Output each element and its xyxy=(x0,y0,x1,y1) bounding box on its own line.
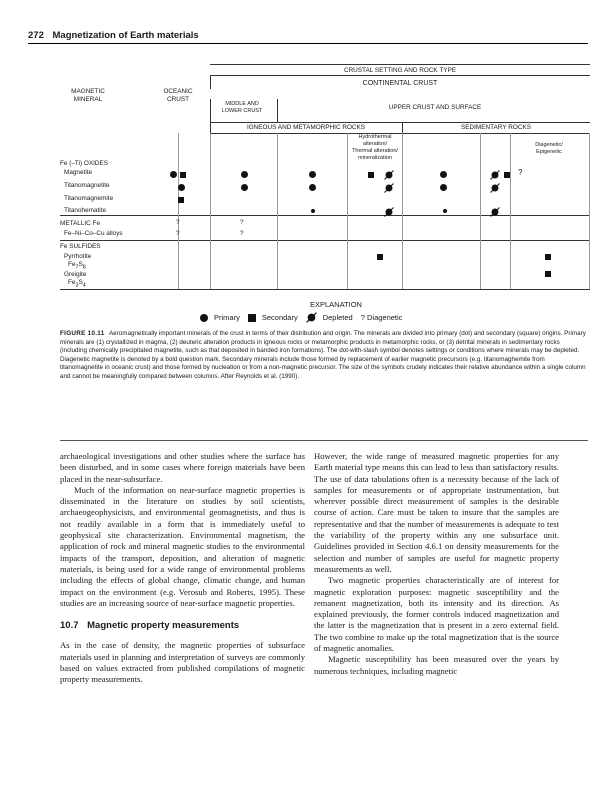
depleted-symbol xyxy=(490,170,500,180)
group-label-metallic: METALLIC Fe xyxy=(60,220,101,227)
rule xyxy=(210,133,590,134)
column-divider xyxy=(480,133,481,289)
table-bottom-rule xyxy=(60,289,590,290)
paragraph: Two magnetic properties characteristically are of interest for magnetic exploration purposes: magnetic susceptibility and the remanent magnetization, both its intensity and its direction. As explained previously, the former controls induced magnetization and the latter is the magnetization that is present in a zero external field. The two combine to make up the total magnetization that is the source of magnetic anomalies. xyxy=(314,575,559,654)
secondary-square xyxy=(180,172,186,178)
section-title: Magnetic property measurements xyxy=(87,620,240,632)
secondary-square xyxy=(504,172,510,178)
legend-row xyxy=(200,312,406,323)
section-number: 10.7 xyxy=(60,620,79,632)
middle-lower-crust-heading: MIDDLE AND xyxy=(225,101,259,107)
primary-dot xyxy=(440,171,447,178)
rule xyxy=(210,122,590,123)
column-divider xyxy=(210,133,211,289)
primary-dot xyxy=(241,184,248,191)
primary-dot xyxy=(440,184,447,191)
figure-label: FIGURE 10.11 xyxy=(60,330,105,337)
legend-secondary: Secondary xyxy=(261,313,298,322)
uncertain-mark: ? xyxy=(176,219,180,226)
paragraph: Magnetic susceptibility has been measured over the years by numerous techniques, including magnetic xyxy=(314,654,559,676)
crustal-setting-heading: CRUSTAL SETTING AND ROCK TYPE xyxy=(343,67,457,74)
primary-dot xyxy=(443,209,447,213)
rule xyxy=(210,75,211,89)
upper-crust-heading: UPPER CRUST AND SURFACE xyxy=(388,104,482,111)
secondary-square xyxy=(545,271,551,277)
rule xyxy=(277,99,278,122)
middle-lower-crust-heading: LOWER CRUST xyxy=(221,108,263,114)
depleted-symbol xyxy=(384,183,394,193)
sedimentary-heading: SEDIMENTARY ROCKS xyxy=(461,124,531,131)
igneous-metamorphic-heading: IGNEOUS AND METAMORPHIC ROCKS xyxy=(246,124,366,131)
mineral-label: Greigite xyxy=(64,271,87,278)
figure-table xyxy=(60,64,590,289)
paragraph: As in the case of density, the magnetic properties of subsurface materials used in planning and interpretation of surveys are commonly based on values extracted from published compilations of magnetic property measurements. xyxy=(60,640,305,685)
column-divider xyxy=(178,133,179,289)
rule xyxy=(402,122,403,133)
running-head xyxy=(28,30,199,41)
primary-dot xyxy=(309,184,316,191)
section-heading xyxy=(60,620,305,631)
uncertain-mark: ? xyxy=(176,230,180,237)
depleted-symbol xyxy=(384,207,394,217)
continental-crust-heading: CONTINENTAL CRUST xyxy=(362,80,438,87)
mineral-label: Titanomagnemite xyxy=(64,195,114,202)
secondary-square xyxy=(377,254,383,260)
right-column xyxy=(314,451,559,677)
primary-dot xyxy=(241,171,248,178)
diagenetic-heading: Epigenetic xyxy=(536,149,562,155)
caption-rule xyxy=(60,440,588,441)
column-divider xyxy=(589,133,590,289)
primary-dot xyxy=(170,171,177,178)
hydrothermal-heading: Hydrothermal xyxy=(358,134,392,140)
legend-diagenetic: ? Diagenetic xyxy=(360,313,403,322)
secondary-square xyxy=(368,172,374,178)
column-divider xyxy=(402,133,403,289)
uncertain-mark: ? xyxy=(240,219,244,226)
hydrothermal-heading: Thermal alteration/ xyxy=(352,148,398,154)
primary-legend-icon xyxy=(200,314,208,322)
paragraph: However, the wide range of measured magnetic properties for any Earth material type means this can lead to less than satisfactory results. The use of data tabulations often is a necessity because of the lack of samples for measurements or of appropriate instrumentation, but wherever possible direct measurement of samples is the desirable course of action. Care must be taken to insure that the samples are representative and that the number of measurements is adequate to test the variability of the property within any one subsurface unit. Guidelines provided in Section 4.6.1 on density measurements for the selection and number of samples are useful for magnetic property measurements as well. xyxy=(314,451,559,574)
uncertain-mark: ? xyxy=(240,230,244,237)
depleted-symbol xyxy=(384,170,394,180)
mineral-label: Pyrrhotite xyxy=(64,253,92,260)
rule xyxy=(210,99,211,133)
mineral-label: Titanomagnetite xyxy=(64,182,110,189)
mineral-formula: $Fe_3S_4$ xyxy=(68,279,86,289)
legend-title: EXPLANATION xyxy=(310,300,362,309)
magnetic-mineral-heading: MINERAL xyxy=(73,96,103,103)
column-divider xyxy=(510,133,511,289)
oceanic-crust-heading: OCEANIC xyxy=(163,88,193,95)
rule xyxy=(210,75,590,76)
mineral-formula: $Fe_7S_8$ xyxy=(68,261,86,271)
magnetic-mineral-heading: MAGNETIC xyxy=(71,88,105,95)
primary-dot xyxy=(311,209,315,213)
legend-depleted: Depleted xyxy=(322,313,353,322)
column-divider xyxy=(347,133,348,289)
column-divider xyxy=(277,133,278,289)
mineral-label: Titanohematite xyxy=(64,207,107,214)
group-label-sulfides: Fe SULFIDES xyxy=(60,243,101,250)
left-column xyxy=(60,451,305,686)
chapter-title: Magnetization of Earth materials xyxy=(52,30,199,41)
primary-dot xyxy=(178,184,185,191)
mineral-label: Fe–Ni–Co–Cu alloys xyxy=(64,230,123,237)
secondary-legend-icon xyxy=(248,314,256,322)
paragraph: Much of the information on near-surface magnetic properties is disseminated in the literature on studies by soil scientists, archaeogeophysicists, and environmental geomagnetists, and thus is not readily available in a form that is immediately useful to geophysical site characterization. Environmental magnetism, the application of rock and mineral magnetic studies to the environmental impacts of the transport, deposition, and alteration of magnetic materials, is being used for a wide range of environmental problems including the effects of global change, climatic change, and human impact on the environment (e.g. Verosub and Roberts, 1995). These studies are an increasing source of near-surface magnetic properties. xyxy=(60,484,305,608)
figure-caption xyxy=(60,330,588,381)
diagenetic-question-mark: ? xyxy=(518,168,523,177)
depleted-symbol xyxy=(490,207,500,217)
primary-dot xyxy=(309,171,316,178)
header-rule xyxy=(28,43,588,44)
mineral-label: Magnetite xyxy=(64,169,93,176)
depleted-symbol xyxy=(490,183,500,193)
hydrothermal-heading: alteration/ xyxy=(362,141,388,147)
legend-primary: Primary xyxy=(214,313,240,322)
caption-text: Aeromagnetically important minerals of the crust in terms of their distribution and origin. The minerals are divided into primary (dot) and secondary (square) origins. Primary minerals are (1) crystallized in magma, (2) deuteric alteration products in igneous rocks or metamorphic products in metamorphic rocks, or (3) detrital minerals in sedimentary rocks (including chemically precipitated magnetite, such as that deposited in banded iron formations). The dot-with-slash symbol denotes settings or conditions where minerals may be depleted. Diagenetic magnetite is denoted by a bold question mark. Secondary minerals include those formed by replacement of earlier magnetic precursors (e.g. titanomaghemite from titanomagnetite in oceanic crust) and those formed by nucleation or from a non-magnetic precursor. The size of the symbols crudely indicates their relative abundance within a single column and cannot be meaningfully compared between columns. After Reynolds et al. (1990). xyxy=(60,330,586,380)
group-label-oxides: Fe (–Ti) OXIDES xyxy=(60,160,109,167)
diagenetic-heading: Diagenetic/ xyxy=(535,142,563,148)
depleted-legend-icon xyxy=(306,312,317,323)
secondary-square xyxy=(545,254,551,260)
secondary-square xyxy=(178,197,184,203)
oceanic-crust-heading: CRUST xyxy=(166,96,190,103)
hydrothermal-heading: mineralization xyxy=(358,155,392,161)
table-top-rule xyxy=(210,64,590,65)
paragraph: archaeological investigations and other studies where the surface has been disturbed, and in some cases where foreign materials have been placed in the near-subsurface. xyxy=(60,451,305,484)
page-number: 272 xyxy=(28,30,44,41)
